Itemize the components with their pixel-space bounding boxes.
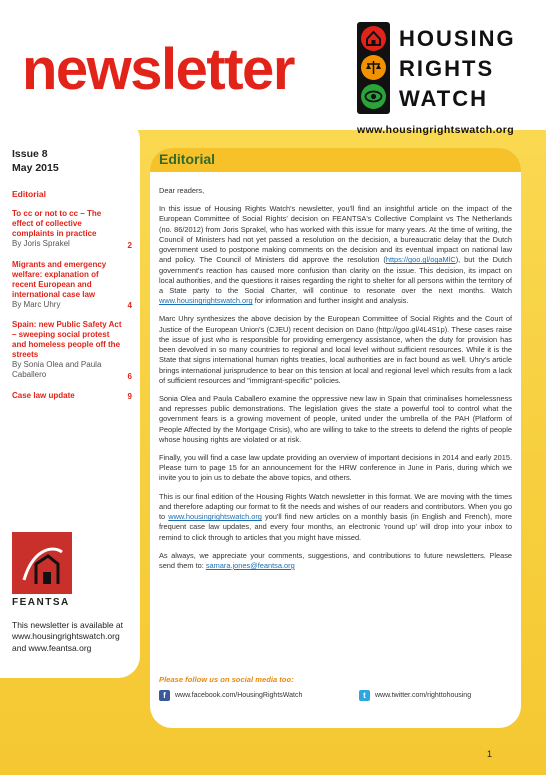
- paragraph: Sonia Olea and Paula Caballero examine the oppressive new law in Spain that criminalises homelessness and represses public demonstrations. The legislation gives the state a powerful tool to control what the government fears is a growing movement of people, united under the umbrella of the PAH (Platform of People Affected by the Mortgage Crisis), who are willing to take to the streets to defend the rights of people whose housing rights are violated or at risk.: [159, 393, 512, 444]
- toc-item-page: 2: [127, 240, 132, 250]
- paragraph: [159, 204, 512, 306]
- toc-item-author: By Joris Sprakel: [12, 239, 70, 249]
- toc-item[interactable]: [12, 209, 130, 249]
- text: ), but the Dutch government's reaction has caused more confusion than clarity on the issue. This decision, its impact on local authorities, and the questions it raises regarding the right to shelter for all persons within the territory of a State party to the Social Charter, will continue to resonate over the next months. Watch: [159, 255, 512, 295]
- facebook-link[interactable]: [159, 690, 302, 701]
- greeting: Dear readers,: [159, 186, 205, 195]
- hrw-link[interactable]: www.housingrightswatch.org: [159, 296, 253, 306]
- toc-item-author: By Sonia Olea and Paula Caballero: [12, 360, 102, 380]
- feantsa-house-icon: [12, 532, 72, 594]
- sidebar: [0, 118, 140, 678]
- toc-item-author: By Marc Uhry: [12, 299, 61, 309]
- twitter-link[interactable]: [359, 690, 471, 701]
- brand-rights: RIGHTS: [399, 56, 495, 81]
- issue-date: May 2015: [12, 161, 59, 174]
- issue-number: Issue 8: [12, 148, 48, 160]
- editorial-heading: Editorial: [159, 151, 216, 167]
- feantsa-label: FEANTSA: [12, 597, 70, 608]
- brand-watch: WATCH: [399, 86, 489, 111]
- page-number: 1: [487, 749, 493, 759]
- resolution-link[interactable]: https://goo.gl/ogaMlC: [385, 255, 456, 265]
- email-link[interactable]: samara.jones@feantsa.org: [205, 561, 295, 570]
- text: This is our final edition of the Housing Rights Watch newsletter in this format. We are moving with the times and therefore adapting our format to fit the needs and wishes of our readers and contributors. When you go to: [159, 491, 512, 522]
- toc-item-title: Case law update: [12, 390, 75, 400]
- toc-item-title: Spain: new Public Safety Act – sweeping social protest and homeless people off the streets: [12, 320, 122, 360]
- toc-item-page: 4: [127, 301, 132, 311]
- paragraph: Marc Uhry synthesizes the above decision by the European Committee of Social Rights and the Court of Justice of the European Union's (CJEU) recent decision on Dano (http://goo.gl/4L4S1p). These cases raise the issue of just who is responsible for providing emergency assistance, when the duty for provision has been devolved in so many countries to regional and local level without sufficient resources. While it is the State that signs international human rights treaties, local authorities are in fact bound as well. Uhry's article brings international jurisprudence to bear on this tension at local and regional level which results from a lack of sufficient resources and "immigrant-specific" policies.: [159, 314, 512, 385]
- toc-item-page: 9: [127, 391, 132, 401]
- availability-note: This newsletter is available at www.housingrightswatch.org and www.feantsa.org: [12, 620, 124, 653]
- brand-housing: HOUSING: [399, 26, 516, 51]
- scales-icon: [361, 55, 386, 80]
- toc-item-title: Migrants and emergency welfare: explanation of recent European and international case law: [12, 259, 107, 299]
- editorial-card: [150, 148, 521, 728]
- facebook-url: www.facebook.com/HousingRightsWatch: [175, 692, 303, 699]
- paragraph: [159, 492, 512, 543]
- text: In this issue of Housing Rights Watch's newsletter, you'll find an insightful article on the impact of the European Committee of Social Rights' decision on FEANTSA's Collective Complaint vs The Netherlands (no. 86/2012) from Joris Sprakel, who has worked with this issue for many years. At the time of writing, the Council of Ministers had not yet passed a resolution on the decision, a bureaucratic delay that the Dutch government used to postpone making comments on the decision and its eventual impact on national law and policy. The Council of Ministers did approve the resolution (: [159, 204, 512, 265]
- hrw-logo: [357, 22, 527, 117]
- text: for information and further insight and analysis.: [252, 296, 409, 306]
- facebook-icon: f: [159, 690, 170, 701]
- hrw-link[interactable]: www.housingrightswatch.org: [168, 512, 262, 522]
- toc-item[interactable]: [12, 320, 130, 381]
- traffic-light-icon: [357, 22, 390, 114]
- feantsa-logo: [12, 532, 72, 608]
- toc-item[interactable]: [12, 260, 130, 310]
- site-url[interactable]: www.housingrightswatch.org: [357, 124, 515, 136]
- social-heading: Please follow us on social media too:: [159, 675, 294, 684]
- toc-editorial[interactable]: Editorial: [12, 189, 47, 200]
- twitter-url: www.twitter.com/righttohousing: [375, 692, 472, 699]
- eye-icon: [361, 84, 386, 109]
- masthead: [0, 0, 546, 136]
- newsletter-title: newsletter: [22, 37, 294, 102]
- toc-item-page: 6: [127, 371, 132, 381]
- text: you'll find new articles on a monthly basis (in English and French), more frequent case law updates, and every four months, an electronic 'round up' will drop into your inbox to remind to click through to articles that you might have missed.: [159, 512, 513, 542]
- house-icon: [361, 26, 386, 51]
- paragraph: Finally, you will find a case law update providing an overview of important decisions in 2014 and early 2015. Please turn to page 15 for an announcement for the HRW conference in June in Paris, during which we invite you to join us to debate the above topics, and others.: [159, 453, 512, 483]
- toc-item-title: To cc or not to cc – The effect of collective complaints in practice: [12, 209, 102, 239]
- twitter-icon: t: [359, 690, 370, 701]
- editorial-body: [159, 186, 512, 579]
- paragraph: [159, 551, 512, 571]
- toc-item[interactable]: [12, 391, 130, 401]
- text: As always, we appreciate your comments, suggestions, and contributions to future newsletters. Please send them to:: [159, 550, 512, 570]
- editorial-heading-bar: [150, 148, 521, 172]
